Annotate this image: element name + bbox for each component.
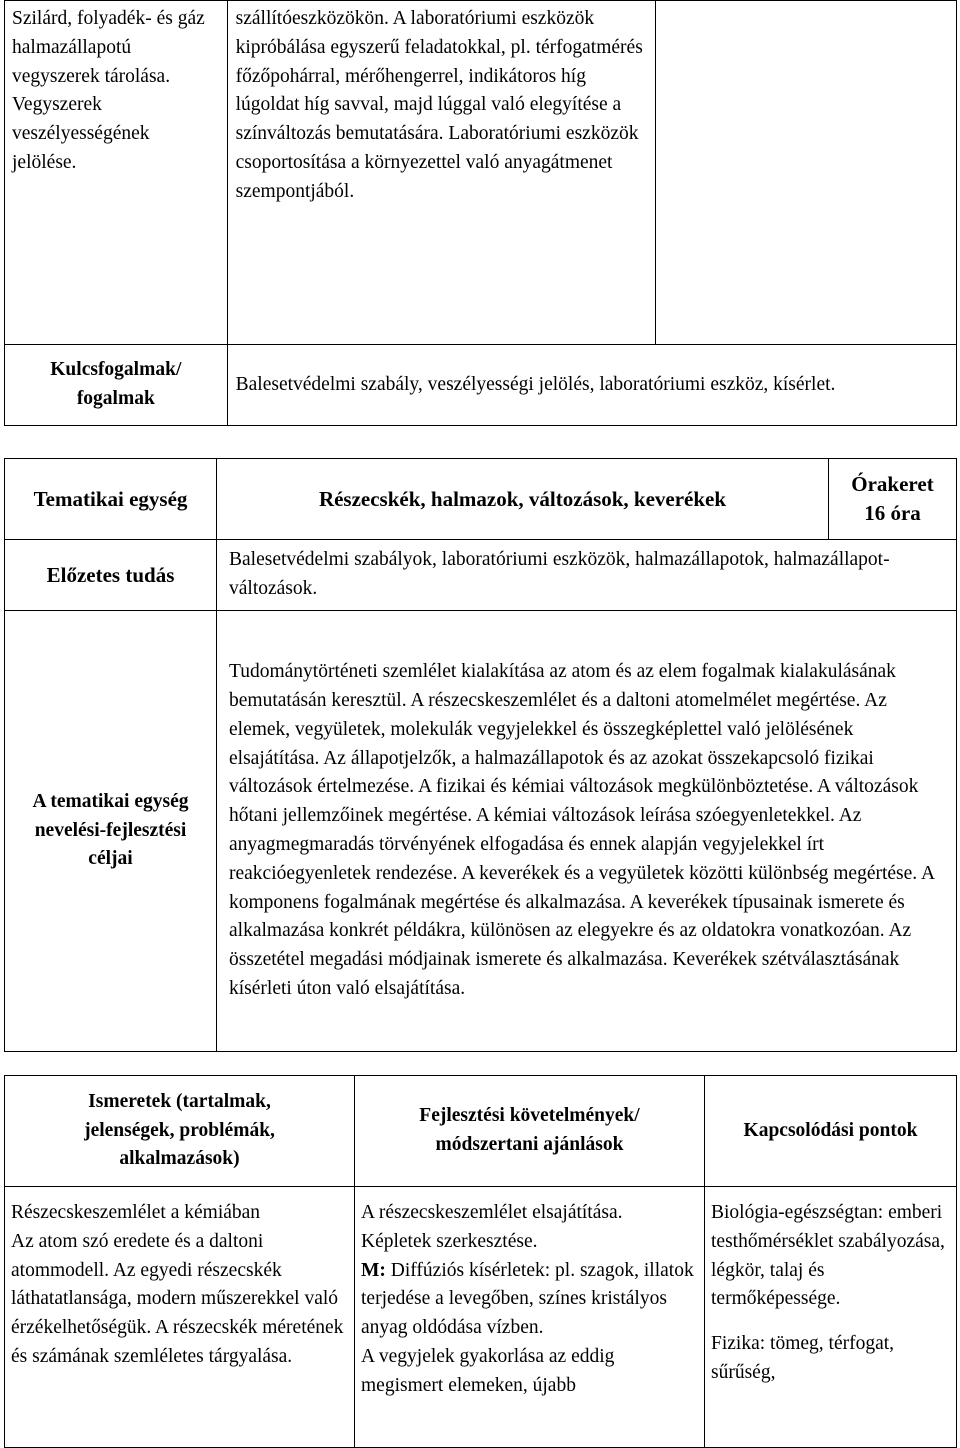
cell-hours xyxy=(829,459,957,540)
cell-requirements xyxy=(355,1187,705,1448)
cell-topics-middle xyxy=(227,1,655,345)
header-connections-text: Kapcsolódási pontok xyxy=(743,1119,918,1141)
text-requirements xyxy=(355,1187,704,1401)
cell-topics-left xyxy=(5,1,228,345)
text-key-concepts: Balesetvédelmi szabály, veszélyességi jelölés, laboratóriumi eszköz, kísérlet. xyxy=(235,373,836,395)
text-requirements-method xyxy=(361,1257,696,1343)
table-top xyxy=(4,0,957,426)
text-requirements-first: A részecskeszemlélet elsajátítása. Képletek szerkesztése. xyxy=(361,1202,623,1252)
label-thematic-unit: Tematikai egység xyxy=(33,486,188,511)
header-requirements-text: Fejlesztési követelmények/ módszertani ajánlások xyxy=(419,1105,640,1155)
text-knowledge-title: Részecskeszemlélet a kémiában xyxy=(11,1202,261,1223)
table-row xyxy=(5,459,957,540)
text-requirements-last: A vegyjelek gyakorlása az eddig megismert elemeken, újabb xyxy=(361,1345,615,1396)
table-row xyxy=(5,611,957,1052)
cell-key-concepts-label xyxy=(5,345,228,426)
table-thematic-unit xyxy=(4,458,957,1052)
title-thematic-unit: Részecskék, halmazok, változások, keverékek xyxy=(318,486,727,511)
cell-connections xyxy=(705,1187,957,1448)
text-knowledge xyxy=(5,1187,354,1372)
text-connections xyxy=(705,1187,956,1388)
cell-key-concepts-text xyxy=(227,345,956,426)
header-requirements xyxy=(355,1076,705,1187)
cell-topics-right xyxy=(655,1,956,345)
header-knowledge-text: Ismeretek (tartalmak, jelenségek, problémák, alkalmazások) xyxy=(84,1090,275,1170)
cell-thematic-title xyxy=(217,459,829,540)
header-knowledge xyxy=(5,1076,355,1187)
cell-goals-label xyxy=(5,611,217,1052)
text-prior-knowledge: Balesetvédelmi szabályok, laboratóriumi eszközök, halmazállapotok, halmazállapot-változások. xyxy=(229,549,890,599)
value-hours: 16 óra xyxy=(864,501,921,525)
cell-prior-knowledge-label xyxy=(5,540,217,611)
text-method: Diffúziós kísérletek: pl. szagok, illatok terjedése a levegőben, színes kristályos anyag oldódása vízben. xyxy=(361,1259,694,1339)
label-goals: A tematikai egység nevelési-fejlesztési céljai xyxy=(32,790,189,870)
label-hours: Órakeret xyxy=(851,472,934,496)
table-row xyxy=(5,1076,957,1187)
text-connections-physics: Fizika: tömeg, térfogat, sűrűség, xyxy=(711,1333,895,1383)
table-row xyxy=(5,1187,957,1448)
text-lab-tools: szállítóeszközökön. A laboratóriumi eszközök kipróbálása egyszerű feladatokkal, pl. térfogatmérés főzőpohárral, mérőhengerrel, indikátoros híg lúgoldat híg savval, majd lúggal való elegyítése a színváltozás bemutatására. Laboratóriumi eszközök csoportosítása a környezettel való anyagátmenet szempontjából. xyxy=(235,8,643,202)
label-method: M: xyxy=(361,1259,386,1281)
text-goals: Tudománytörténeti szemlélet kialakítása az atom és az elem fogalmak kialakulásának bemutatásán keresztül. A részecskeszemlélet és a daltoni atomelmélet megértése. Az elemek, vegyületek, molekulák vegyjelekkel és összegképlettel való jelölésének elsajátítása. Az állapotjelzők, a halmazállapotok és az azokat összekapcsoló fizikai változások értelmezése. A fizikai és kémiai változások megkülönböztetése. A változások hőtani jellemzőinek megértése. A kémiai változások leírása szóegyenletekkel. Az anyagmegmaradás törvényének elfogadása és ennek alapján vegyjelekkel írt reakcióegyenletek rendezése. A keverékek és a vegyületek közötti különbség megértése. A komponens fogalmának megértése és alkalmazása. A keverékek típusainak ismerete és alkalmazása konkrét példákra, különösen az elegyekre és az oldatokra vonatkozóan. Az összetétel megadási módjainak ismerete és alkalmazása. Keverékek szétválasztásának kísérleti úton való elsajátítása. xyxy=(229,661,934,999)
label-key-concepts: Kulcsfogalmak/ fogalmak xyxy=(50,359,182,409)
table-row xyxy=(5,345,957,426)
text-knowledge-body: Az atom szó eredete és a daltoni atommodell. Az egyedi részecskék láthatatlansága, modern műszerekkel való érzékelhetőségük. A részecskék méretének és számának szemléletes tárgyalása. xyxy=(11,1230,344,1367)
cell-thematic-label xyxy=(5,459,217,540)
label-prior-knowledge: Előzetes tudás xyxy=(46,562,175,587)
table-row xyxy=(5,540,957,611)
cell-goals-text xyxy=(217,611,957,1052)
table-content xyxy=(4,1075,957,1448)
cell-prior-knowledge-text xyxy=(217,540,957,611)
cell-knowledge xyxy=(5,1187,355,1448)
text-storage: Szilárd, folyadék- és gáz halmazállapotú vegyszerek tárolása. Vegyszerek veszélyességének jelölése. xyxy=(12,8,205,173)
table-row xyxy=(5,1,957,345)
text-connections-biology: Biológia-egészségtan: emberi testhőmérséklet szabályozása, légkör, talaj és termőképessége. xyxy=(711,1202,945,1310)
header-connections xyxy=(705,1076,957,1187)
